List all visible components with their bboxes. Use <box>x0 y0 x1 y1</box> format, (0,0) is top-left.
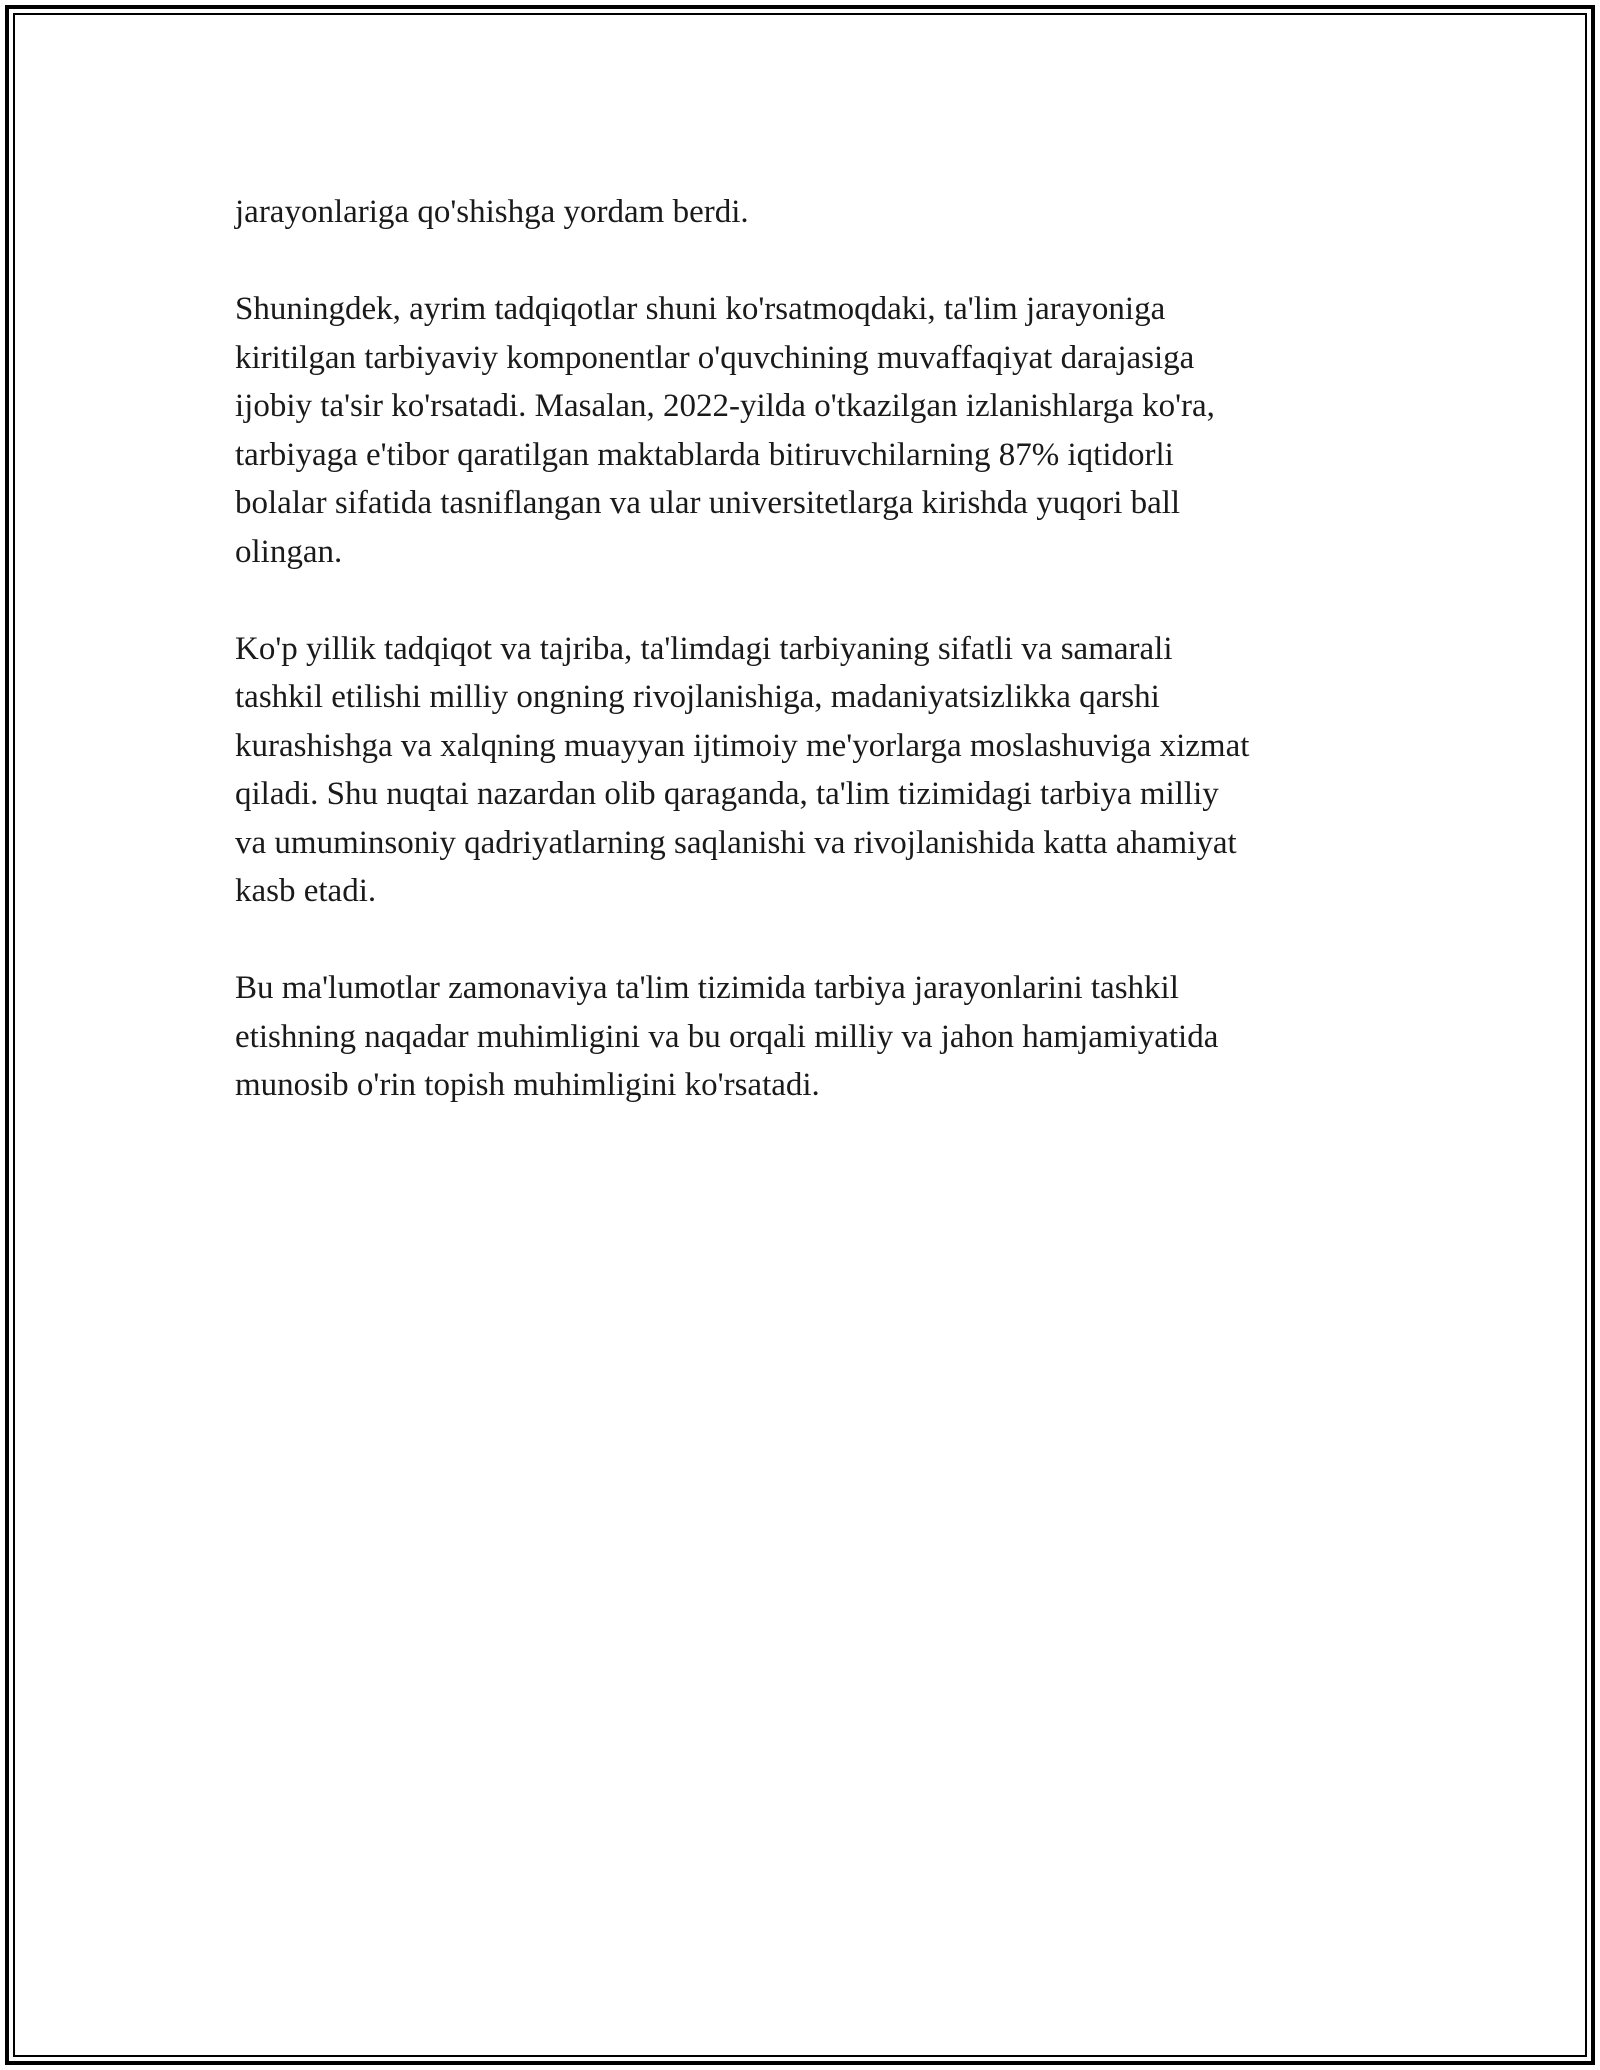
text-line: kiritilgan tarbiyaviy komponentlar o'quvchining muvaffaqiyat darajasiga <box>235 339 1195 376</box>
text-line: olingan. <box>235 533 343 570</box>
text-line: bolalar sifatida tasniflangan va ular universitetlarga kirishda yuqori ball <box>235 485 1181 521</box>
text-line: va umuminsoniy qadriyatlarning saqlanishi va rivojlanishida katta ahamiyat <box>235 824 1237 861</box>
document-body <box>235 188 1385 1158</box>
text-line: kurashishga va xalqning muayyan ijtimoiy me'yorlarga moslashuviga xizmat <box>235 727 1250 764</box>
text-line: qiladi. Shu nuqtai nazardan olib qaraganda, ta'lim tizimidagi tarbiya milliy <box>235 776 1219 812</box>
paragraph-4 <box>235 964 1385 1110</box>
text-line: tarbiyaga e'tibor qaratilgan maktablarda bitiruvchilarning 87% iqtidorli <box>235 436 1174 473</box>
paragraph-2 <box>235 285 1385 576</box>
text-line: ijobiy ta'sir ko'rsatadi. Masalan, 2022-yilda o'tkazilgan izlanishlarga ko'ra, <box>235 388 1215 424</box>
text-line: Bu ma'lumotlar zamonaviya ta'lim tizimida tarbiya jarayonlarini tashkil <box>235 970 1179 1006</box>
text-line: Ko'p yillik tadqiqot va tajriba, ta'limdagi tarbiyaning sifatli va samarali <box>235 630 1173 667</box>
text-line: etishning naqadar muhimligini va bu orqali milliy va jahon hamjamiyatida <box>235 1018 1219 1055</box>
text-line: jarayonlariga qo'shishga yordam berdi. <box>235 194 749 230</box>
text-line: tashkil etilishi milliy ongning rivojlanishiga, madaniyatsizlikka qarshi <box>235 679 1160 715</box>
text-line: kasb etadi. <box>235 873 377 909</box>
text-line: munosib o'rin topish muhimligini ko'rsatadi. <box>235 1067 820 1103</box>
paragraph-1 <box>235 188 1385 237</box>
paragraph-3 <box>235 625 1385 916</box>
text-line: Shuningdek, ayrim tadqiqotlar shuni ko'rsatmoqdaki, ta'lim jarayoniga <box>235 291 1166 327</box>
